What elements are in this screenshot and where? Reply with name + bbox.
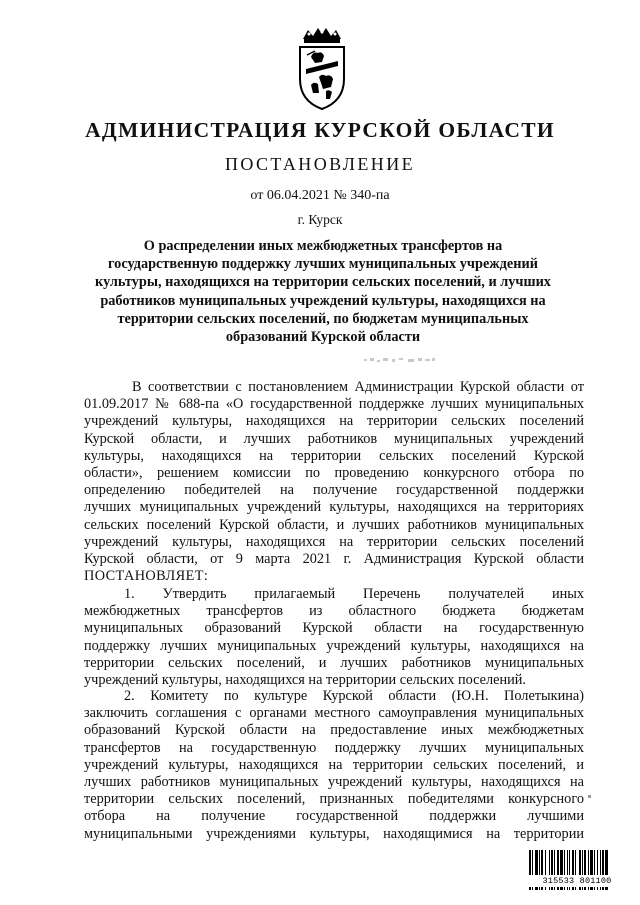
body-line: Курской области, и лучших работников муниципальных учреждений: [84, 430, 584, 447]
resolution-title: [78, 237, 568, 346]
body-line: заключить соглашения с органами местного самоуправления муниципальных: [84, 705, 584, 722]
title-line: работников муниципальных учреждений культуры, находящихся на: [100, 292, 546, 309]
body-line: учреждений культуры, находящихся на территории сельских поселений.: [84, 671, 526, 688]
body-line: В соответствии с постановлением Администрации Курской области от: [132, 379, 584, 395]
body-line: Курской области, от 9 марта 2021 г. Администрация Курской области: [84, 550, 584, 567]
body-line: лучших муниципальных учреждений культуры, находящихся на территориях: [84, 499, 584, 516]
preamble-paragraph: [84, 379, 584, 585]
body-line: образований Курской области на предоставление иных межбюджетных: [84, 722, 584, 739]
body-line: сельских поселений Курской области, и лучших работников муниципальных: [84, 516, 584, 533]
body-line: области», решением комиссии по проведению конкурсного отбора по: [84, 464, 584, 481]
document-number: от 06.04.2021 № 340-па: [250, 188, 390, 203]
body-line: отбора на получение государственной поддержки лучшими: [84, 808, 584, 825]
body-line: лучших работников муниципальных учреждений культуры, находящихся на: [84, 773, 584, 790]
item-1-paragraph: [84, 586, 584, 689]
scan-speck: [588, 795, 591, 798]
body-line: учреждений культуры, находящихся на территории сельских поселений: [84, 413, 584, 430]
faint-stamp-mark: [364, 357, 436, 364]
body-line: 2. Комитету по культуре Курской области (Ю.Н. Полетыкина): [124, 688, 584, 704]
item-2-paragraph: [84, 688, 584, 843]
body-line: учреждений культуры, находящихся на территории сельских поселений: [84, 533, 584, 550]
body-line: муниципальных образований Курской области на государственную: [84, 620, 584, 637]
body-line: межбюджетных трансфертов из областного бюджета бюджетам: [84, 603, 584, 620]
body-line: 1. Утвердить прилагаемый Перечень получателей иных: [124, 586, 584, 602]
title-line: О распределении иных межбюджетных трансфертов на: [143, 238, 503, 254]
body-line: поддержку лучших муниципальных учреждений культуры, находящихся на: [84, 637, 584, 654]
barcode-number: 315533 801100: [526, 875, 628, 887]
body-line: муниципальными учреждениями культуры, находящимися на территории: [84, 825, 584, 842]
body-line: 01.09.2017 № 688-па «О государственной поддержке лучших муниципальных: [84, 396, 584, 413]
coat-of-arms-icon: [297, 27, 347, 111]
resolves-keyword: ПОСТАНОВЛЯЕТ:: [84, 568, 209, 585]
title-line: культуры, находящихся на территории сельских поселений, и лучших: [95, 274, 551, 291]
body-line: культуры, находящихся на территории сельских поселений Курской: [84, 447, 584, 464]
title-line: территории сельских поселений, по бюджетам муниципальных: [117, 310, 529, 327]
body-line: определению победителей на получение государственной поддержки: [84, 482, 584, 499]
document-city: г. Курск: [297, 212, 343, 227]
body-line: трансфертов на государственную поддержку лучших муниципальных: [84, 739, 584, 756]
document-type: ПОСТАНОВЛЕНИЕ: [224, 154, 416, 174]
body-line: учреждений культуры, находящихся на территории сельских поселений, и: [84, 756, 584, 773]
title-line: государственную поддержку лучших муниципальных учреждений: [108, 256, 538, 273]
body-line: территории сельских поселений, и лучших работников муниципальных: [84, 654, 584, 671]
title-line: образований Курской области: [225, 329, 421, 346]
body-line: территории сельских поселений, признанных победителями конкурсного: [84, 791, 584, 808]
organization-heading: АДМИНИСТРАЦИЯ КУРСКОЙ ОБЛАСТИ: [85, 118, 555, 142]
